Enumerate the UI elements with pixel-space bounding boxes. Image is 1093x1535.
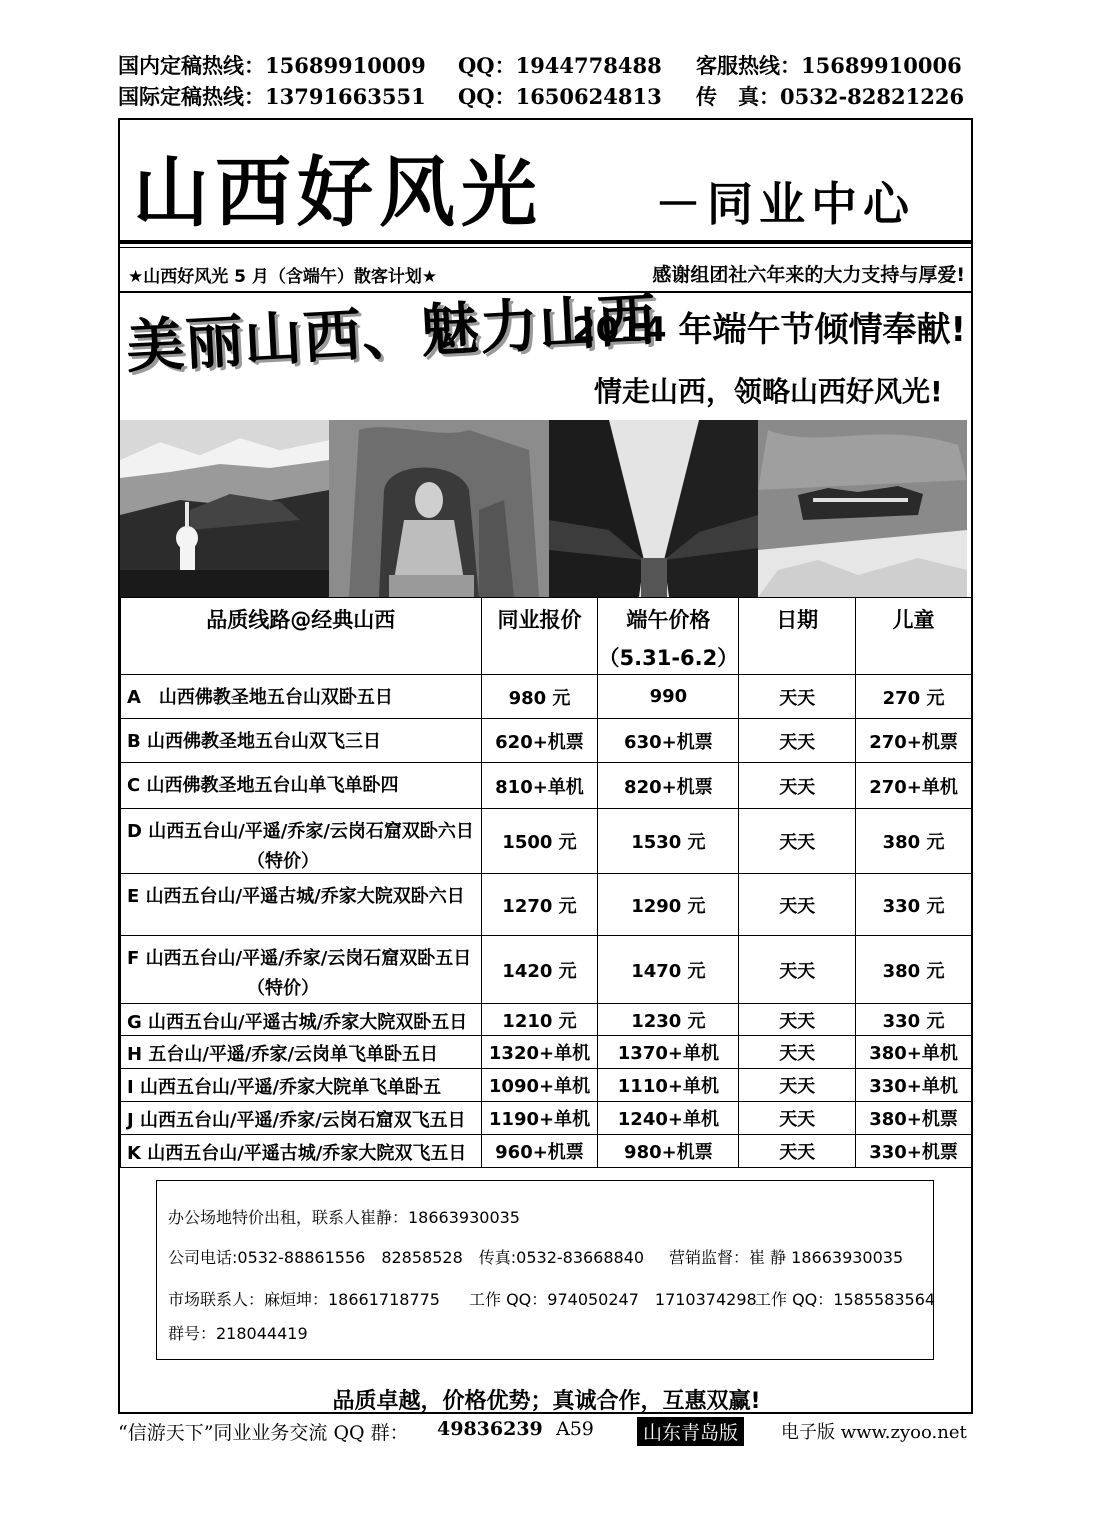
holiday-price: 1110+单机 — [598, 1069, 739, 1102]
route-name: I 山西五台山/平遥/乔家大院单飞单卧五 — [127, 1077, 442, 1098]
child-price: 330 元 — [856, 1004, 972, 1036]
footer-page-number: A59 — [556, 1418, 594, 1440]
departure-date: 天天 — [739, 1102, 856, 1135]
route-note: （特价） — [247, 851, 319, 872]
route-name: K 山西五台山/平遥古城/乔家大院双飞五日 — [127, 1143, 467, 1164]
header-date: 日期 — [739, 598, 856, 675]
route-name: C 山西佛教圣地五台山单飞单卧四 — [127, 775, 399, 796]
table-header-row — [121, 598, 972, 675]
peer-price: 1090+单机 — [481, 1069, 598, 1102]
office-rental-note: 办公场地特价出租，联系人崔静：18663930035 — [168, 1208, 520, 1227]
child-price: 380 元 — [856, 809, 972, 874]
table-row — [121, 763, 972, 809]
child-price: 270+单机 — [856, 763, 972, 809]
departure-date: 天天 — [739, 675, 856, 719]
market-contact: 市场联系人：麻烜坤：18661718775 — [168, 1290, 440, 1309]
table-row — [121, 719, 972, 763]
table-row — [121, 1004, 972, 1036]
work-qq-2: 工作 QQ：1585583564 — [755, 1290, 936, 1309]
holiday-price: 820+机票 — [598, 763, 739, 809]
holiday-price: 980+机票 — [598, 1135, 739, 1168]
thanks-note: 感谢组团社六年来的大力支持与厚爱! — [652, 264, 965, 286]
route-name: A 山西佛教圣地五台山双卧五日 — [127, 687, 393, 708]
route-note: （特价） — [247, 978, 319, 999]
route-price-table — [120, 597, 972, 1168]
header-route: 品质线路@经典山西 — [121, 598, 482, 675]
departure-date: 天天 — [739, 874, 856, 936]
table-row — [121, 874, 972, 936]
marketing-supervisor: 营销监督：崔 静 18663930035 — [669, 1248, 904, 1267]
promo-slogan: 美丽山西、魅力山西 — [124, 285, 659, 381]
route-name-cell — [121, 1069, 482, 1102]
service-hotline: 客服热线：15689910006 — [696, 53, 962, 78]
intl-qq: QQ：1650624813 — [458, 84, 662, 109]
route-name: G 山西五台山/平遥古城/乔家大院双卧五日 — [127, 1012, 468, 1033]
route-name: E 山西五台山/平遥古城/乔家大院双卧六日 — [127, 886, 465, 907]
holiday-price: 630+机票 — [598, 719, 739, 763]
departure-date: 天天 — [739, 809, 856, 874]
child-price: 330+机票 — [856, 1135, 972, 1168]
departure-date: 天天 — [739, 1036, 856, 1069]
domestic-hotline: 国内定稿热线：15689910009 — [118, 53, 426, 78]
promo-headline: 2014 年端午节倾情奉献! — [572, 310, 966, 350]
departure-date: 天天 — [739, 936, 856, 1004]
departure-date: 天天 — [739, 763, 856, 809]
child-price: 330+单机 — [856, 1069, 972, 1102]
route-name-cell — [121, 675, 482, 719]
child-price: 380 元 — [856, 936, 972, 1004]
hanging-temple-photo — [758, 420, 967, 597]
peer-price: 810+单机 — [481, 763, 598, 809]
fax-number: 传 真：0532-82821226 — [696, 84, 965, 109]
departure-date: 天天 — [739, 1135, 856, 1168]
route-name-cell — [121, 936, 482, 1004]
peer-price: 960+机票 — [481, 1135, 598, 1168]
route-name: J 山西五台山/平遥/乔家/云岗石窟双飞五日 — [127, 1110, 466, 1131]
page-subtitle: －同业中心 — [655, 177, 915, 231]
header-child: 儿童 — [856, 598, 972, 675]
peer-price: 620+机票 — [481, 719, 598, 763]
domestic-qq: QQ：1944778488 — [458, 53, 662, 78]
divider-thick — [120, 240, 971, 244]
group-number: 群号：218044419 — [168, 1324, 308, 1343]
header-holiday-price — [598, 598, 739, 675]
route-name-cell — [121, 1036, 482, 1069]
promo-tagline: 情走山西，领略山西好风光! — [594, 375, 943, 408]
table-row — [121, 1069, 972, 1102]
route-name-cell — [121, 809, 482, 874]
route-name: H 五台山/平遥/乔家/云岗单飞单卧五日 — [127, 1044, 439, 1065]
route-name-cell — [121, 1102, 482, 1135]
holiday-price: 1290 元 — [598, 874, 739, 936]
child-price: 270 元 — [856, 675, 972, 719]
holiday-price: 1370+单机 — [598, 1036, 739, 1069]
child-price: 330 元 — [856, 874, 972, 936]
table-row — [121, 1036, 972, 1069]
company-phone: 公司电话:0532-88861556 82858528 传真:0532-83668840 — [168, 1248, 645, 1267]
page-title: 山西好风光 — [133, 148, 543, 237]
table-row — [121, 1135, 972, 1168]
route-name: B 山西佛教圣地五台山双飞三日 — [127, 731, 381, 752]
peer-price: 1320+单机 — [481, 1036, 598, 1069]
peer-price: 1190+单机 — [481, 1102, 598, 1135]
table-row — [121, 936, 972, 1004]
route-name-cell — [121, 1135, 482, 1168]
work-qq-1: 工作 QQ：974050247 1710374298 — [469, 1290, 757, 1309]
footer-website[interactable]: 电子版 www.zyoo.net — [781, 1422, 967, 1443]
header-peer-price: 同业报价 — [481, 598, 598, 675]
holiday-price: 1230 元 — [598, 1004, 739, 1036]
child-price: 380+机票 — [856, 1102, 972, 1135]
contact-box — [156, 1180, 934, 1360]
holiday-price: 1470 元 — [598, 936, 739, 1004]
departure-date: 天天 — [739, 1004, 856, 1036]
route-name-cell — [121, 874, 482, 936]
header-holiday-label: 端午价格 — [626, 608, 711, 632]
route-name: D 山西五台山/平遥/乔家/云岗石窟双卧六日 — [127, 821, 474, 842]
route-name-cell — [121, 763, 482, 809]
divider-thin — [120, 247, 971, 248]
child-price: 380+单机 — [856, 1036, 972, 1069]
peer-price: 1210 元 — [481, 1004, 598, 1036]
header-holiday-dates: （5.31-6.2） — [598, 646, 739, 670]
intl-hotline: 国际定稿热线：13791663551 — [118, 84, 426, 109]
peer-price: 980 元 — [481, 675, 598, 719]
route-name-cell — [121, 1004, 482, 1036]
yungang-grottoes-buddha-photo — [329, 420, 549, 597]
footer-qq-group: 49836239 — [437, 1418, 543, 1440]
wutaishan-pagoda-photo — [120, 420, 329, 597]
peer-price: 1270 元 — [481, 874, 598, 936]
table-row — [121, 1102, 972, 1135]
table-row — [121, 675, 972, 719]
child-price: 270+机票 — [856, 719, 972, 763]
departure-date: 天天 — [739, 1069, 856, 1102]
pingyao-ancient-street-photo — [549, 420, 758, 597]
motto: 品质卓越，价格优势；真诚合作，互惠双赢! — [332, 1389, 761, 1414]
footer-edition: 山东青岛版 — [637, 1417, 744, 1446]
holiday-price: 1530 元 — [598, 809, 739, 874]
route-table-body — [121, 675, 972, 1168]
table-row — [121, 809, 972, 874]
holiday-price: 990 — [598, 675, 739, 719]
plan-label: ★山西好风光 5 月（含端午）散客计划★ — [128, 267, 438, 287]
departure-date: 天天 — [739, 719, 856, 763]
peer-price: 1420 元 — [481, 936, 598, 1004]
route-name: F 山西五台山/平遥/乔家/云岗石窟双卧五日 — [127, 948, 472, 969]
peer-price: 1500 元 — [481, 809, 598, 874]
footer-qq-label: “信游天下”同业业务交流 QQ 群： — [118, 1422, 409, 1444]
holiday-price: 1240+单机 — [598, 1102, 739, 1135]
route-name-cell — [121, 719, 482, 763]
